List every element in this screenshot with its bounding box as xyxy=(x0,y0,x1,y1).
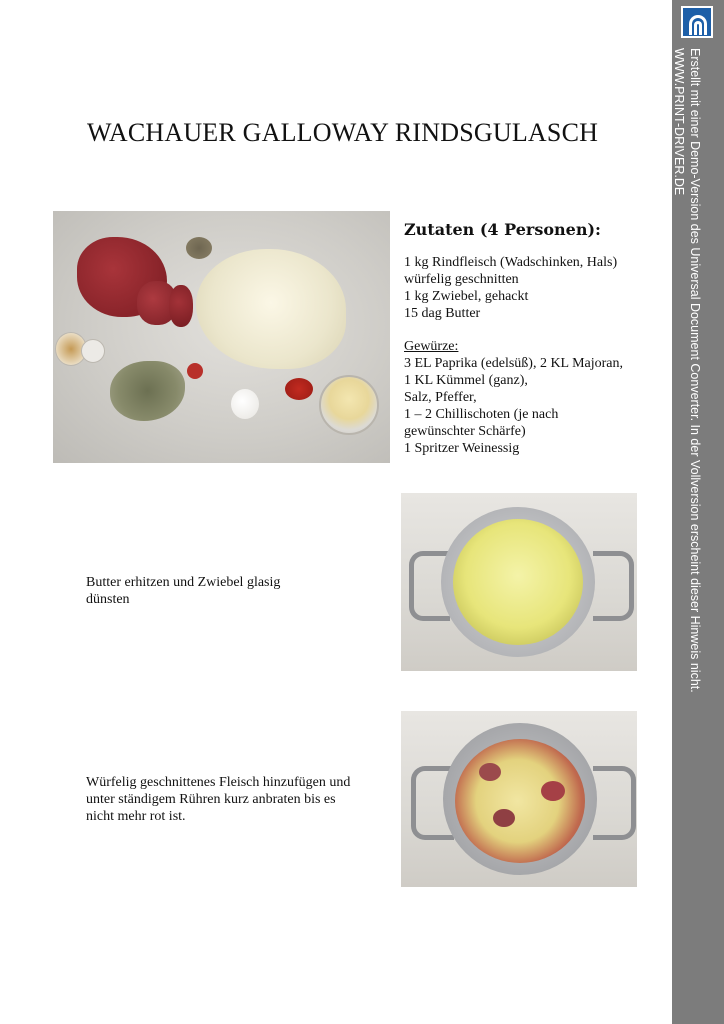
ingredient-line: 15 dag Butter xyxy=(404,306,481,321)
step-line: dünsten xyxy=(86,592,130,607)
step-1-photo xyxy=(401,493,637,671)
spice-line: gewünschter Schärfe) xyxy=(404,424,526,439)
watermark-line-1: Erstellt mit einer Demo-Version des Universal Document Converter. In der Vollversion erscheint dieser Hinweis nicht. xyxy=(688,48,702,693)
spice-line: 1 Spritzer Weinessig xyxy=(404,441,520,456)
ingredient-line: 1 kg Zwiebel, gehackt xyxy=(404,289,529,304)
spice-line: 3 EL Paprika (edelsüß), 2 KL Majoran, xyxy=(404,356,624,371)
ingredients-photo xyxy=(53,211,390,463)
step-line: nicht mehr rot ist. xyxy=(86,809,186,824)
spices-list xyxy=(404,338,664,457)
demo-watermark-text xyxy=(671,48,703,693)
ingredients-list xyxy=(404,254,664,322)
step-line: Butter erhitzen und Zwiebel glasig xyxy=(86,575,281,590)
ingredients-heading: Zutaten (4 Personen): xyxy=(404,220,601,239)
recipe-title: WACHAUER GALLOWAY RINDSGULASCH xyxy=(87,118,599,147)
watermark-line-2: WWW.PRINT-DRIVER.DE xyxy=(672,48,686,196)
spice-line: Salz, Pfeffer, xyxy=(404,390,477,405)
step-2-photo xyxy=(401,711,637,887)
step-line: unter ständigem Rühren kurz anbraten bis es xyxy=(86,792,336,807)
spice-line: 1 KL Kümmel (ganz), xyxy=(404,373,528,388)
spice-line: 1 – 2 Chillischoten (je nach xyxy=(404,407,559,422)
spices-heading: Gewürze: xyxy=(404,339,459,354)
step-2-text xyxy=(86,774,376,825)
step-1-text xyxy=(86,574,376,608)
print-driver-logo-icon xyxy=(681,6,713,38)
ingredient-line: 1 kg Rindfleisch (Wadschinken, Hals) xyxy=(404,255,618,270)
step-line: Würfelig geschnittenes Fleisch hinzufügen und xyxy=(86,775,351,790)
ingredient-line: würfelig geschnitten xyxy=(404,272,519,287)
